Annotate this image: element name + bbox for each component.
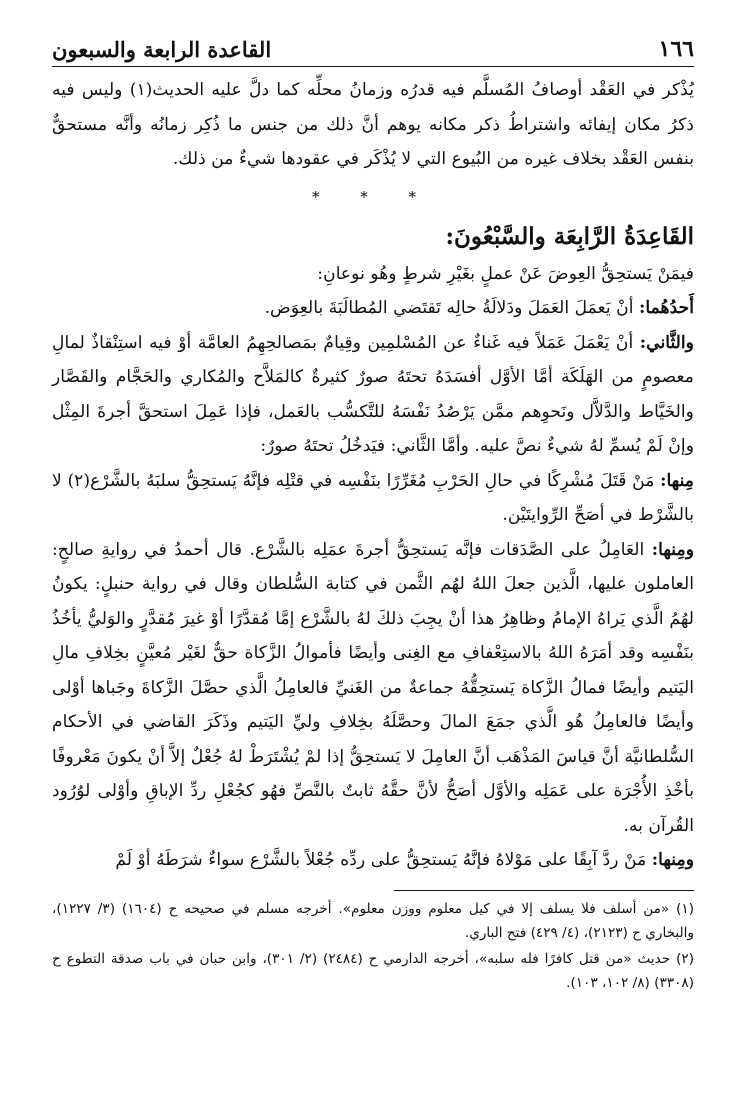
footnote-rule [394, 890, 694, 891]
page-number: ١٦٦ [658, 36, 694, 62]
case-second-text: العَامِلُ على الصَّدَقات فإنَّه يَستحِقُّ أجرةَ عمَلِه بالشَّرْع. قال أحمدُ في روايةِ صالحٍ: العاملون عليها، الَّذين جعلَ اللهُ لهُم الثَّمن في كتابة السُّلطان وقال في رواية حنبلٍ: يكونُ لهُمُ الَّذي يَراهُ الإمامُ وظاهِرُ هذا أنْ يجِبَ ذلكَ لهُ بالشَّرْع إمَّا مُقدَّرًا أوْ غيرَ مُقدَّرٍ والوَليُّ يأخُذُ بنَفْسِه وقد أمَرَهُ اللهُ بالاستِعْفافِ مع الغِنى وأيضًا فأموالُ الزَّكاة حقٌّ لغَيْر مُعيَّنٍ بخِلافِ مالِ اليَتيم وأيضًا فمالُ الزَّكاة يَستحِقُّهُ جماعةٌ من الغَنيِّ فالعامِلُ الَّذي حصَّلَ الزَّكاةَ وجَباها أوْلى وأيضًا فالعامِلُ هُو الَّذي جمَعَ المالَ وحصَّلَهُ بخِلافِ وليِّ اليَتيم وذَكَرَ القاضي في الأحكام السُّلطانيَّة أنَّ قياسَ المَذْهَب أنَّ العامِلَ لا يَستحِقُّ إذا لمْ يُشْتَرَطْ لهُ جُعْلٌ إلاَّ أنْ يكونَ مَعْروفًا بأخْذِ الأُجْرَة على عَمَلِه والأوَّل أصَحُّ لأنَّ حقَّهُ ثابتٌ بالنَّصِّ فهُو كجُعْلِ ردِّ الإباقِ وأوْلى لوُرُود القُرآن به. [52, 539, 694, 836]
case-first-text: مَنْ قَتَلَ مُشْرِكًا في حالِ الحَرْبِ مُغَرِّرًا بنَفْسِه في قتْلِه فإنَّهُ يَستحِقُّ سلبَهُ بالشَّرْع(٢) لا بالشَّرْط في أصَحِّ الرِّوايتَيْن. [52, 470, 694, 525]
type-first [52, 291, 694, 326]
case-first [52, 464, 694, 533]
case-second [52, 533, 694, 844]
type-second-text: أنْ يَعْمَلَ عَمَلاً فيه غَناءٌ عن المُسْلمِين وقِيامٌ بمَصالحِهِمُ العامَّة أوْ فيه استِنْقاذٌ لمالِ معصومٍ من الهَلَكَة أمَّا الأوَّل أفسَدَهُ تحتَهُ صورٌ كثيرةٌ كالمَلاَّح والمُكاري والحَجَّام والقَصَّار والخَيَّاط والدَّلاَّل ونَحوِهم ممَّن يَرْصُدُ نَفْسَهُ للتَّكسُّب بالعَمل، فإذا عَمِلَ استحقَّ أجرةَ المِثْل وإنْ لَمْ يُسمِّ لهُ شيءٌ نصَّ عليه. وأمَّا الثَّاني: فيَدخُلُ تحتَهُ صورٌ: [52, 332, 694, 456]
case-second-lead: ومِنها: [651, 539, 694, 560]
type-first-text: أنْ يَعمَلَ العَمَلَ ودَلالَةُ حالِه تَقتَضي المُطالَبَةَ بالعِوَض. [264, 298, 634, 318]
case-first-lead: مِنها: [660, 470, 694, 491]
book-page [52, 28, 694, 1081]
type-second [52, 326, 694, 464]
case-third-text: مَنْ ردَّ آبِقًا على مَوْلاهُ فإنَّهُ يَستحِقُّ على ردِّه جُعْلاً بالشَّرْع سواءٌ شرَطَهُ أوْ لَمْ [115, 850, 647, 870]
rule-statement: فيمَنْ يَستحِقُّ العِوضَ عَنْ عملٍ بغَيْرِ شرطٍ وهُو نوعانِ: [317, 263, 694, 284]
running-title: القاعدة الرابعة والسبعون [52, 37, 272, 62]
case-third-lead: ومِنها: [651, 850, 694, 870]
rule-title: القَاعِدَةُ الرَّابِعَة والسَّبْعُونَ: [445, 222, 694, 250]
footnote-2: (٢) حديث «من قتل كافرًا فله سلبه»، أخرجه الدارمي ح (٢٤٨٤) (٢/ ٣٠١)، وابن حبان في باب صدقة التطوع ح (٣٣٠٨) (٨/ ١٠٢، ١٠٣). [52, 950, 694, 991]
body-text [52, 73, 694, 878]
running-head [52, 28, 694, 62]
type-first-lead: أَحدُهُما: [638, 298, 694, 318]
header-rule [52, 66, 694, 67]
intro-paragraph: يُذْكر في العَقْد أوصافُ المُسلَّم فيه قدرُه وزمانُ محلِّه كما دلَّ عليه الحديث(١) وليس فيه ذكرُ مكان إيفائه واشتراطُ ذكر مكانه يوهم أنَّ ذلك من جنس ما ذُكِر زمانُه وأنَّه مستحقٌّ بنفس العَقْد بخلاف غيره من البُيوع التي لا يُذْكَر في عقودها شيءٌ من ذلك. [52, 80, 694, 169]
case-third [52, 843, 694, 878]
section-separator: * * * [311, 187, 435, 206]
footnote-1: (١) «من أسلف فلا يسلف إلا في كيل معلوم ووزن معلوم». أخرجه مسلم في صحيحه ح (١٦٠٤) (٣/ ١٢٢٧)، والبخاري ح (٢١٢٣)، (٤/ ٤٢٩) فتح الباري. [52, 900, 694, 941]
type-second-lead: والثَّاني: [639, 332, 694, 353]
footnotes [52, 897, 694, 995]
